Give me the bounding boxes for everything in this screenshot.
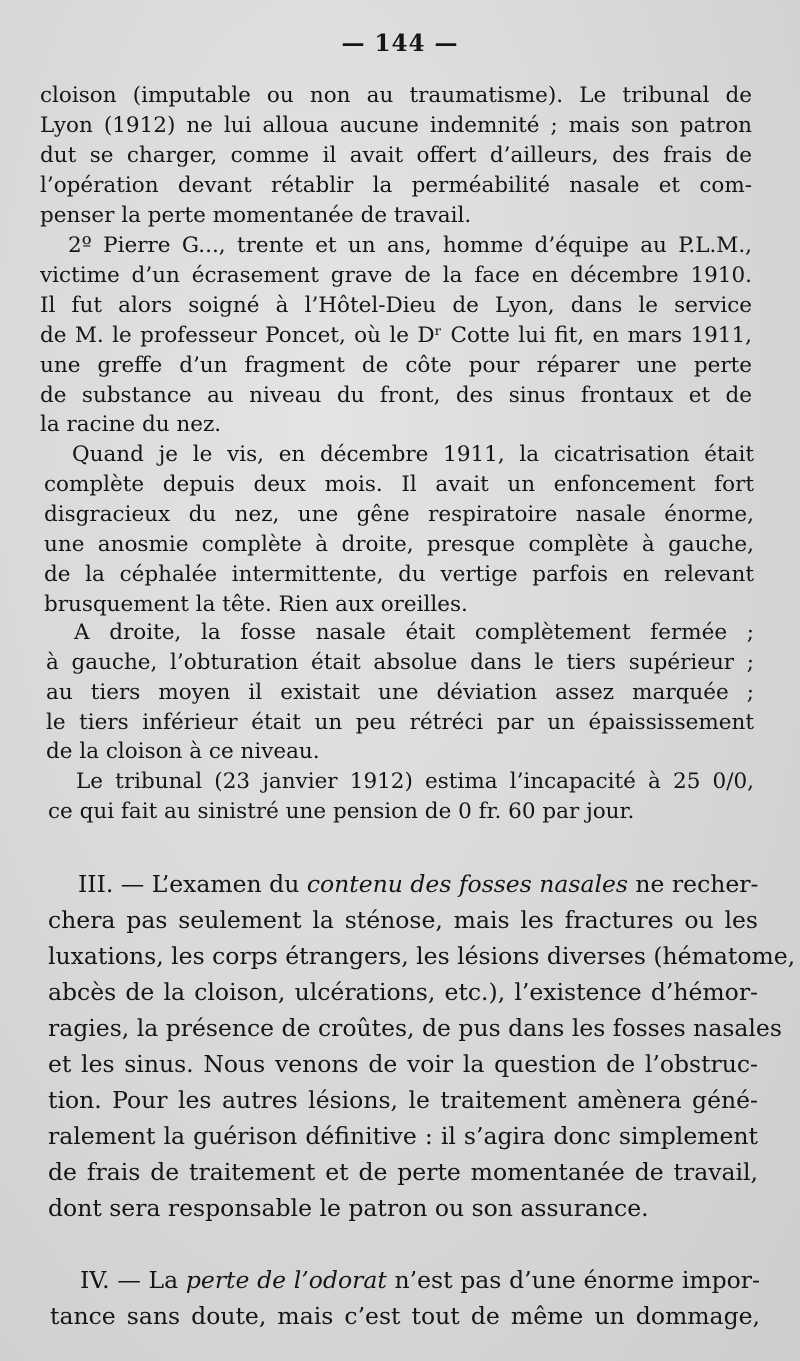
text-line: de la cloison à ce niveau. xyxy=(46,739,320,764)
section-iii-heading-line xyxy=(78,870,759,898)
text-line: victime d’un écrasement grave de la face en décembre 1910. xyxy=(40,263,752,288)
text-line: dont sera responsable le patron ou son assurance. xyxy=(48,1194,649,1222)
text-line: ce qui fait au sinistré une pension de 0 fr. 60 par jour. xyxy=(48,799,635,824)
text-line: Le tribunal (23 janvier 1912) estima l’incapacité à 25 0/0, xyxy=(76,769,754,794)
text-line: 2º Pierre G..., trente et un ans, homme d’équipe au P.L.M., xyxy=(68,233,752,258)
text-line: de substance au niveau du front, des sinus frontaux et de xyxy=(40,383,752,408)
text-line: complète depuis deux mois. Il avait un enfoncement fort xyxy=(44,472,754,497)
text-line: tance sans doute, mais c’est tout de même un dommage, xyxy=(50,1302,760,1330)
text-line: le tiers inférieur était un peu rétréci par un épaississement xyxy=(46,710,754,735)
text-line: Lyon (1912) ne lui alloua aucune indemnité ; mais son patron xyxy=(40,113,752,138)
text-line: de la céphalée intermittente, du vertige parfois en relevant xyxy=(44,562,754,587)
text-line: et les sinus. Nous venons de voir la question de l’obstruc- xyxy=(48,1050,758,1078)
page-number: — 144 — xyxy=(341,30,459,57)
text-fragment: ne recher- xyxy=(627,870,759,898)
text-line: au tiers moyen il existait une déviation assez marquée ; xyxy=(46,680,754,705)
text-fragment: n’est pas d’une énorme impor- xyxy=(386,1266,760,1294)
text-line: brusquement la tête. Rien aux oreilles. xyxy=(44,592,468,617)
text-line: tion. Pour les autres lésions, le traitement amènera géné- xyxy=(48,1086,758,1114)
italic-term: contenu des fosses nasales xyxy=(306,870,628,898)
text-line: Quand je le vis, en décembre 1911, la cicatrisation était xyxy=(72,442,754,467)
text-line: ragies, la présence de croûtes, de pus dans les fosses nasales xyxy=(48,1014,782,1042)
section-numeral: IV. — La xyxy=(80,1266,186,1294)
text-line: chera pas seulement la sténose, mais les fractures ou les xyxy=(48,906,758,934)
text-line: l’opération devant rétablir la perméabilité nasale et com- xyxy=(40,173,752,198)
italic-term: perte de l’odorat xyxy=(185,1266,387,1294)
text-line: disgracieux du nez, une gêne respiratoire nasale énorme, xyxy=(44,502,754,527)
text-line: une greffe d’un fragment de côte pour réparer une perte xyxy=(40,353,752,378)
text-line: une anosmie complète à droite, presque complète à gauche, xyxy=(44,532,754,557)
text-line: penser la perte momentanée de travail. xyxy=(40,203,472,228)
text-line: de frais de traitement et de perte momentanée de travail, xyxy=(48,1158,758,1186)
text-line: la racine du nez. xyxy=(40,412,222,437)
text-line: cloison (imputable ou non au traumatisme). Le tribunal de xyxy=(40,83,752,108)
text-line: à gauche, l’obturation était absolue dans le tiers supérieur ; xyxy=(46,650,754,675)
text-line: Il fut alors soigné à l’Hôtel-Dieu de Lyon, dans le service xyxy=(40,293,752,318)
text-line: abcès de la cloison, ulcérations, etc.), l’existence d’hémor- xyxy=(48,978,758,1006)
section-iv-heading-line xyxy=(80,1266,760,1294)
text-line: de M. le professeur Poncet, où le Dʳ Cotte lui fit, en mars 1911, xyxy=(40,323,752,348)
text-line: ralement la guérison définitive : il s’agira donc simplement xyxy=(48,1122,758,1150)
text-line: A droite, la fosse nasale était complètement fermée ; xyxy=(74,620,754,645)
text-line: luxations, les corps étrangers, les lésions diverses (hématome, xyxy=(48,942,796,970)
text-line: dut se charger, comme il avait offert d’ailleurs, des frais de xyxy=(40,143,752,168)
section-numeral: III. — L’examen du xyxy=(78,870,307,898)
